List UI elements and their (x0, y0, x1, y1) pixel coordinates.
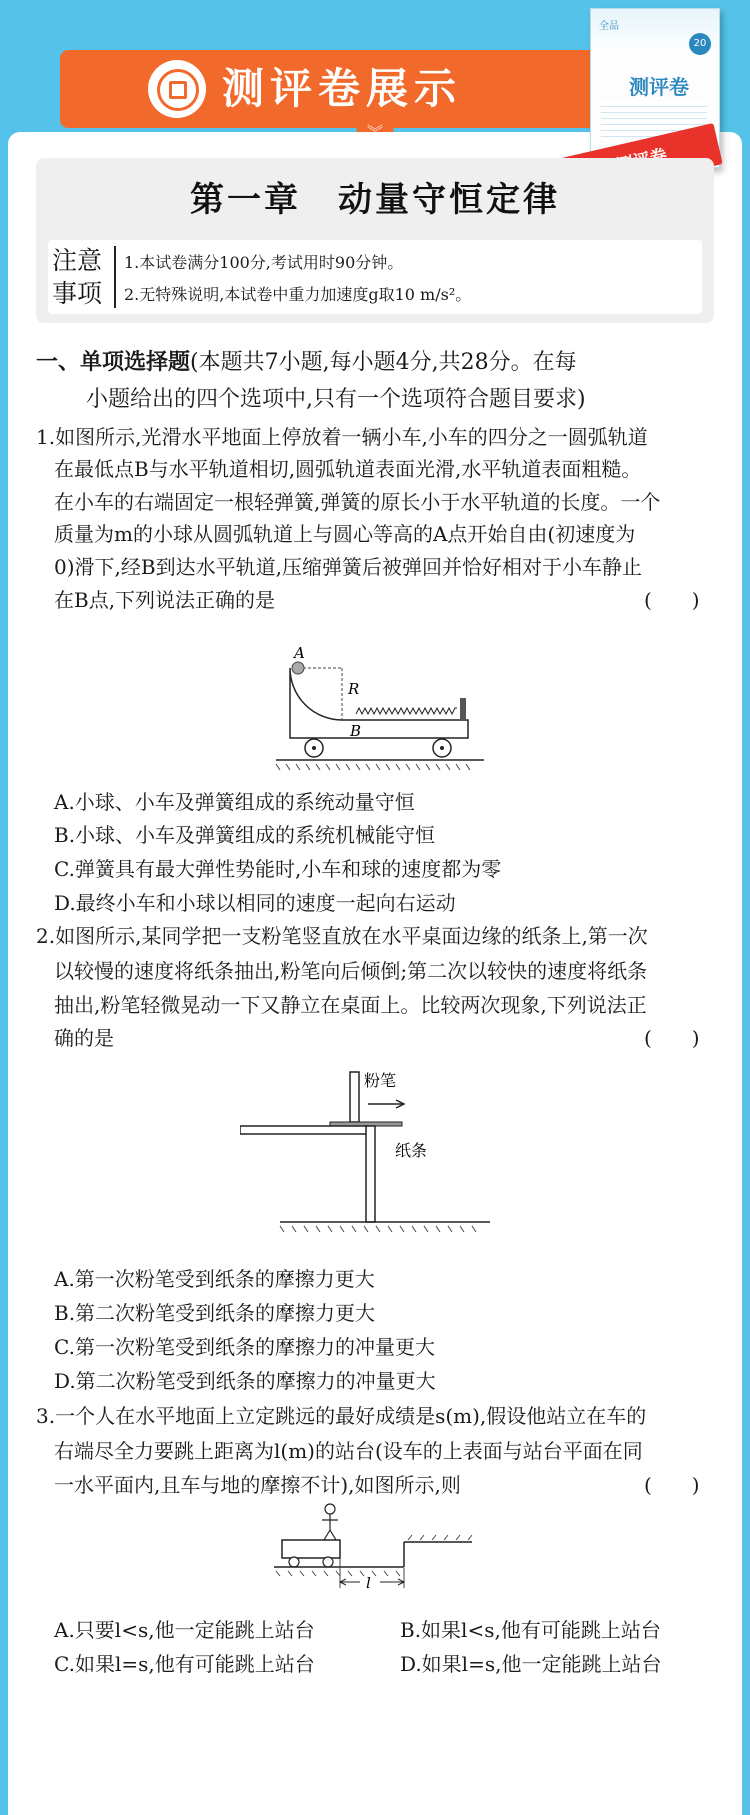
q3-option-a: A.只要l<s,他一定能跳上站台 (54, 1618, 315, 1642)
q1-figure (270, 640, 490, 770)
q1-line-4: 质量为m的小球从圆弧轨道上与圆心等高的A点开始自由(初速度为 (54, 522, 636, 546)
section-desc-1: (本题共7小题,每小题4分,共28分。在每 (190, 350, 577, 375)
q3-option-b: B.如果l<s,他有可能跳上站台 (400, 1618, 661, 1642)
q1-line-2: 在最低点B与水平轨道相切,圆弧轨道表面光滑,水平轨道表面粗糙。 (54, 457, 642, 481)
q2-line-1: 2.如图所示,某同学把一支粉笔竖直放在水平桌面边缘的纸条上,第一次 (36, 924, 648, 948)
q1-line-1: 1.如图所示,光滑水平地面上停放着一辆小车,小车的四分之一圆弧轨道 (36, 425, 648, 449)
fig1-label-a: A (294, 644, 305, 662)
q3-figure (274, 1496, 474, 1596)
fig1-label-r: R (348, 680, 360, 698)
q2-option-b: B.第二次粉笔受到纸条的摩擦力更大 (54, 1301, 376, 1325)
q2-option-c: C.第一次粉笔受到纸条的摩擦力的冲量更大 (54, 1335, 435, 1359)
fig3-label-l: l (366, 1574, 371, 1592)
q1-option-a: A.小球、小车及弹簧组成的系统动量守恒 (54, 790, 415, 814)
book-logo: 全品 (599, 21, 619, 32)
q1-line-5: 0)滑下,经B到达水平轨道,压缩弹簧后被弹回并恰好相对于小车静止 (54, 555, 642, 579)
q3-option-c: C.如果l=s,他有可能跳上站台 (54, 1652, 315, 1676)
chapter-title: 第一章 动量守恒定律 (190, 180, 560, 220)
book-title: 测评卷 (629, 75, 689, 99)
q2-line-4: 确的是 (54, 1026, 114, 1050)
q2-line-3: 抽出,粉笔轻微晃动一下又静立在桌面上。比较两次现象,下列说法正 (54, 993, 647, 1017)
banner-title: 测评卷展示 (222, 64, 463, 113)
section-title: 一、单项选择题 (36, 350, 191, 375)
note-line-2: 2.无特殊说明,本试卷中重力加速度g取10 m/s²。 (124, 285, 472, 304)
fig1-label-b: B (350, 722, 362, 740)
q1-answer-blank: ( ) (644, 588, 700, 612)
q3-line-1: 3.一个人在水平地面上立定跳远的最好成绩是s(m),假设他站立在车的 (36, 1404, 647, 1428)
note-line-1: 1.本试卷满分100分,考试用时90分钟。 (124, 253, 404, 272)
q1-line-3: 在小车的右端固定一根轻弹簧,弹簧的原长小于水平轨道的长度。一个 (54, 490, 661, 514)
q2-option-a: A.第一次粉笔受到纸条的摩擦力更大 (54, 1267, 375, 1291)
fig2-label-paper: 纸条 (395, 1141, 428, 1160)
q2-figure (240, 1066, 500, 1246)
notes-label: 注意事项 (52, 246, 103, 308)
q3-line-3: 一水平面内,且车与地的摩擦不计),如图所示,则 (54, 1473, 461, 1497)
q2-line-2: 以较慢的速度将纸条抽出,粉笔向后倾倒;第二次以较快的速度将纸条 (54, 959, 648, 983)
seal-icon (148, 60, 206, 118)
section-desc-2: 小题给出的四个选项中,只有一个选项符合题目要求) (86, 387, 586, 412)
q1-option-b: B.小球、小车及弹簧组成的系统机械能守恒 (54, 823, 436, 847)
section-heading (36, 345, 577, 376)
q1-line-6: 在B点,下列说法正确的是 (54, 588, 276, 612)
q1-option-d: D.最终小车和小球以相同的速度一起向右运动 (54, 891, 456, 915)
notes-box (48, 240, 702, 314)
q2-answer-blank: ( ) (644, 1026, 700, 1050)
q3-line-2: 右端尽全力要跳上距离为l(m)的站台(设车的上表面与站台平面在同 (54, 1439, 643, 1463)
book-seal-20: 20 (689, 33, 711, 55)
q1-option-c: C.弹簧具有最大弹性势能时,小车和球的速度都为零 (54, 857, 502, 881)
fig2-label-chalk: 粉笔 (364, 1071, 397, 1090)
q3-answer-blank: ( ) (644, 1473, 700, 1497)
q2-option-d: D.第二次粉笔受到纸条的摩擦力的冲量更大 (54, 1369, 436, 1393)
q3-option-d: D.如果l=s,他一定能跳上站台 (400, 1652, 662, 1676)
